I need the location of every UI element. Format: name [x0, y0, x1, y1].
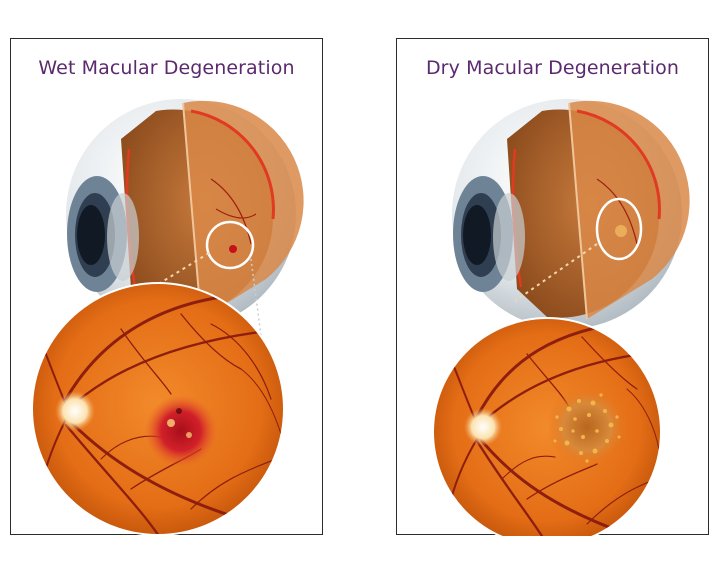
- dry-panel-title: Dry Macular Degeneration: [425, 57, 680, 79]
- macula-spot: [615, 225, 627, 237]
- dry-drusen-area: [547, 387, 627, 467]
- wet-lesion-hemorrhage: [145, 395, 217, 467]
- macula-spot: [229, 245, 237, 253]
- dry-macular-panel: [396, 38, 709, 535]
- optic-disc: [464, 408, 502, 446]
- wet-panel-title: Wet Macular Degeneration: [38, 57, 295, 79]
- retina-fundus-wet: [31, 282, 286, 536]
- wet-illustration: [11, 39, 324, 536]
- dry-illustration: [397, 39, 710, 536]
- optic-disc: [55, 391, 95, 431]
- wet-macular-panel: [10, 38, 323, 535]
- retina-fundus-dry: [432, 317, 667, 536]
